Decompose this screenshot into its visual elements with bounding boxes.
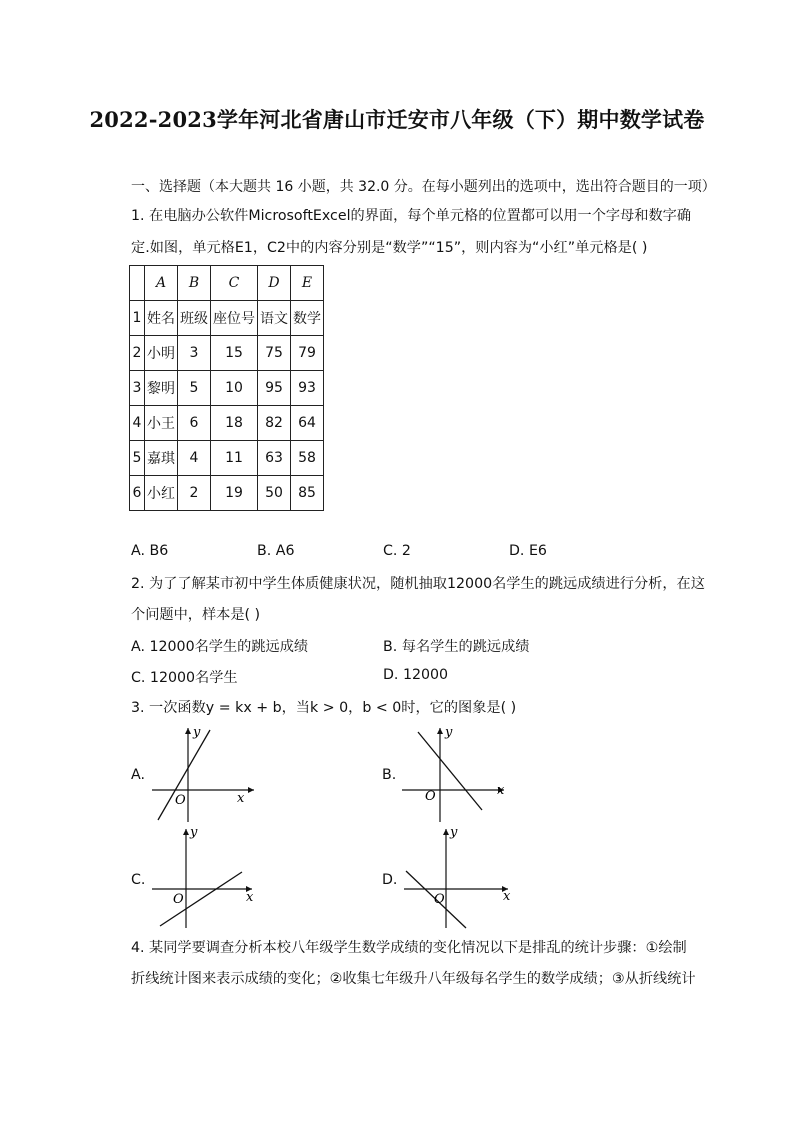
column-header: D xyxy=(258,266,291,301)
y-label: y xyxy=(190,826,198,840)
option-c: C. 12000名学生 xyxy=(131,670,238,686)
column-header: A xyxy=(145,266,178,301)
y-label: y xyxy=(193,725,201,740)
table-cell: 10 xyxy=(211,371,258,406)
table-header-row xyxy=(130,266,324,301)
table-cell: 嘉琪 xyxy=(145,441,178,476)
table-row xyxy=(130,476,324,511)
question-1-line-1: 1. 在电脑办公软件MicrosoftExcel的界面，每个单元格的位置都可以用一个字母和数字确 xyxy=(131,208,692,224)
option-a: A. B6 xyxy=(131,543,169,559)
spreadsheet-table xyxy=(129,265,324,511)
table-cell: 50 xyxy=(258,476,291,511)
table-row xyxy=(130,371,324,406)
table-row xyxy=(130,301,324,336)
question-4-line-1: 4. 某同学要调查分析本校八年级学生数学成绩的变化情况以下是排乱的统计步骤：①绘制 xyxy=(131,940,687,956)
row-header: 4 xyxy=(130,406,145,441)
question-1-line-2: 定.如图，单元格E1，C2中的内容分别是“数学”“15”，则内容为“小红”单元格是( ) xyxy=(131,240,648,256)
table-row xyxy=(130,406,324,441)
row-header: 5 xyxy=(130,441,145,476)
table-cell: 2 xyxy=(178,476,211,511)
row-header: 2 xyxy=(130,336,145,371)
table-cell: 75 xyxy=(258,336,291,371)
graph-a xyxy=(148,722,263,827)
table-cell: 19 xyxy=(211,476,258,511)
table-cell: 小红 xyxy=(145,476,178,511)
column-header: B xyxy=(178,266,211,301)
question-2-line-2: 个问题中，样本是( ) xyxy=(131,607,261,623)
graph-label-c: C. xyxy=(131,872,146,888)
table-cell: 黎明 xyxy=(145,371,178,406)
graph-label-d: D. xyxy=(382,872,398,888)
column-header: E xyxy=(291,266,324,301)
table-cell: 82 xyxy=(258,406,291,441)
x-label: x xyxy=(237,791,245,806)
table-cell: 小明 xyxy=(145,336,178,371)
table-cell: 姓名 xyxy=(145,301,178,336)
option-c: C. 2 xyxy=(383,543,411,559)
table-cell: 语文 xyxy=(258,301,291,336)
table-cell: 11 xyxy=(211,441,258,476)
origin-label: O xyxy=(175,793,186,808)
table-cell: 95 xyxy=(258,371,291,406)
table-cell: 93 xyxy=(291,371,324,406)
origin-label: O xyxy=(425,789,436,804)
table-cell: 班级 xyxy=(178,301,211,336)
origin-label: O xyxy=(173,892,184,907)
section-heading: 一、选择题（本大题共 16 小题，共 32.0 分。在每小题列出的选项中，选出符合题目的一项） xyxy=(131,179,716,195)
option-d: D. 12000 xyxy=(383,667,449,683)
option-d: D. E6 xyxy=(509,543,547,559)
graph-b xyxy=(398,722,513,827)
y-axis-arrow xyxy=(437,728,443,734)
table-cell: 3 xyxy=(178,336,211,371)
y-axis-arrow xyxy=(185,728,191,734)
table-cell: 5 xyxy=(178,371,211,406)
question-4-line-2: 折线统计图来表示成绩的变化；②收集七年级升八年级每名学生的数学成绩；③从折线统计 xyxy=(131,971,696,987)
table-cell: 小王 xyxy=(145,406,178,441)
option-b: B. A6 xyxy=(257,543,295,559)
graph-label-b: B. xyxy=(382,767,397,783)
row-header: 3 xyxy=(130,371,145,406)
graph-label-a: A. xyxy=(131,767,145,783)
table-cell: 64 xyxy=(291,406,324,441)
table-cell: 6 xyxy=(178,406,211,441)
row-header: 1 xyxy=(130,301,145,336)
x-axis-arrow xyxy=(248,787,254,793)
option-b: B. 每名学生的跳远成绩 xyxy=(383,639,530,655)
question-2-line-1: 2. 为了了解某市初中学生体质健康状况，随机抽取12000名学生的跳远成绩进行分析，在这 xyxy=(131,576,705,592)
graph-d xyxy=(398,826,516,931)
question-3-line-1: 3. 一次函数y = kx + b，当k > 0，b < 0时，它的图象是( ) xyxy=(131,700,517,716)
column-header: C xyxy=(211,266,258,301)
x-label: x xyxy=(497,783,505,798)
table-row xyxy=(130,336,324,371)
option-a: A. 12000名学生的跳远成绩 xyxy=(131,639,309,655)
table-cell: 18 xyxy=(211,406,258,441)
table-cell: 座位号 xyxy=(211,301,258,336)
table-cell: 数学 xyxy=(291,301,324,336)
table-cell: 15 xyxy=(211,336,258,371)
y-axis-arrow xyxy=(183,829,189,835)
table-cell: 58 xyxy=(291,441,324,476)
table-cell: 79 xyxy=(291,336,324,371)
row-header: 6 xyxy=(130,476,145,511)
y-label: y xyxy=(445,725,453,740)
y-axis-arrow xyxy=(443,829,449,835)
origin-label: O xyxy=(434,892,445,907)
x-label: x xyxy=(503,889,511,904)
table-cell: 63 xyxy=(258,441,291,476)
x-label: x xyxy=(246,890,254,905)
table-cell xyxy=(130,266,145,301)
page-title: 2022-2023学年河北省唐山市迁安市八年级（下）期中数学试卷 xyxy=(89,107,705,132)
y-label: y xyxy=(450,826,458,840)
table-cell: 85 xyxy=(291,476,324,511)
table-cell: 4 xyxy=(178,441,211,476)
table-row xyxy=(130,441,324,476)
graph-c xyxy=(148,826,263,931)
